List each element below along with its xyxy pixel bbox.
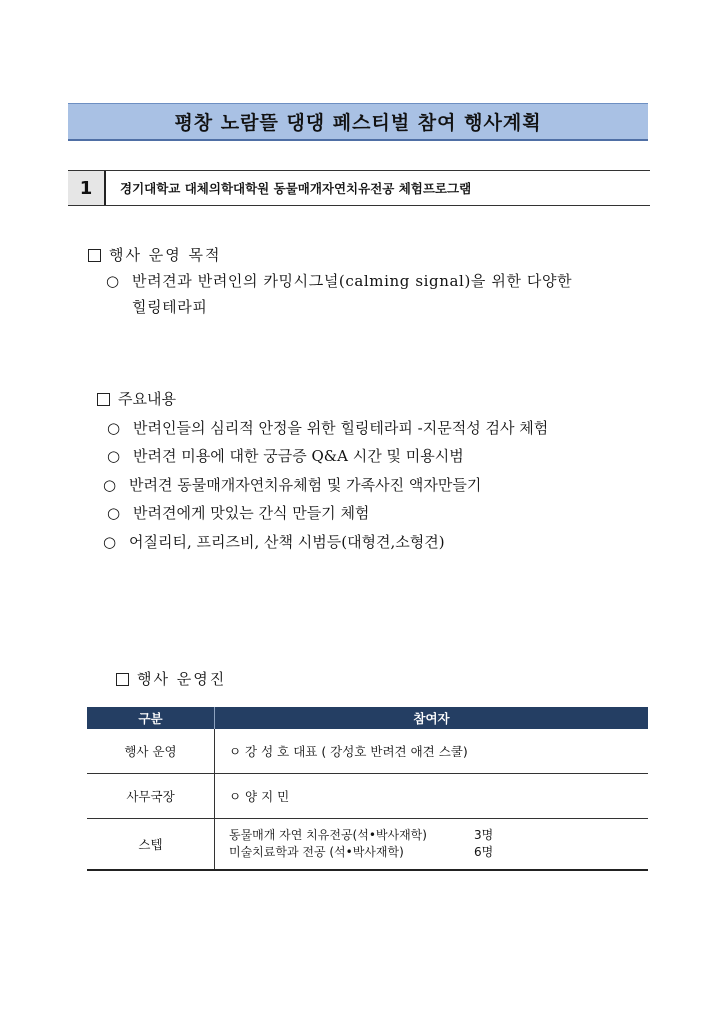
- contents-heading-row: [97, 385, 657, 414]
- purpose-heading-row: [88, 242, 648, 268]
- contents-item: [97, 499, 657, 528]
- circle-bullet-icon: ○: [103, 475, 117, 494]
- row-participant: ㅇ 양 지 민: [215, 774, 649, 819]
- contents-item: [97, 414, 657, 443]
- contents-item: [97, 442, 657, 471]
- contents-block: [97, 385, 657, 556]
- staff-line: [229, 827, 648, 844]
- contents-item-text: 어질리티, 프리즈비, 산책 시범등(대형견,소형견): [129, 532, 445, 551]
- row-category: 사무국장: [87, 774, 215, 819]
- table-row: [87, 819, 648, 871]
- purpose-item-continued: [88, 294, 648, 320]
- purpose-heading: 행사 운영 목적: [109, 246, 222, 264]
- checkbox-square-icon: [97, 393, 110, 406]
- table-header-row: [87, 707, 648, 729]
- column-header-participant: 참여자: [215, 707, 649, 729]
- contents-item-text: 반려인들의 심리적 안정을 위한 힐링테라피 -지문적성 검사 체험: [133, 418, 549, 437]
- purpose-block: [88, 242, 648, 320]
- row-participant: ㅇ 강 성 호 대표 ( 강성호 반려견 애견 스쿨): [215, 729, 649, 774]
- circle-bullet-icon: ○: [107, 504, 121, 522]
- section-number: 1: [68, 171, 106, 205]
- row-category: 스텝: [87, 819, 215, 871]
- circle-bullet-icon: ○: [107, 418, 121, 437]
- contents-item: [97, 471, 657, 500]
- staff-line-count: 6명: [474, 845, 494, 859]
- column-header-category: 구분: [87, 707, 215, 729]
- checkbox-square-icon: [88, 249, 101, 262]
- staff-table-wrap: [87, 707, 648, 871]
- contents-heading: 주요내용: [118, 390, 176, 408]
- table-row: [87, 729, 648, 774]
- staff-heading-wrap: [116, 666, 226, 692]
- staff-line-name: 미술치료학과 전공 (석•박사재학): [229, 845, 404, 859]
- row-category: 행사 운영: [87, 729, 215, 774]
- purpose-item-text-2: 힐링테라피: [132, 298, 208, 316]
- document-title: 평창 노람뜰 댕댕 페스티벌 참여 행사계획: [174, 112, 542, 134]
- section-header: [68, 170, 650, 206]
- staff-line: [229, 844, 648, 861]
- contents-item: [97, 528, 657, 557]
- staff-heading-row: [116, 666, 226, 692]
- purpose-item-text: 반려견과 반려인의 카밍시그널(calming signal)을 위한 다양한: [132, 272, 573, 290]
- circle-bullet-icon: ○: [106, 272, 120, 290]
- purpose-item: [88, 268, 648, 294]
- table-row: [87, 774, 648, 819]
- document-title-bar: [68, 103, 648, 141]
- row-participant-staff: [215, 819, 649, 871]
- circle-bullet-icon: ○: [103, 532, 117, 551]
- contents-item-text: 반려견 미용에 대한 궁금증 Q&A 시간 및 미용시범: [133, 447, 464, 465]
- checkbox-square-icon: [116, 673, 129, 686]
- staff-table: [87, 707, 648, 871]
- section-title: 경기대학교 대체의학대학원 동물매개자연치유전공 체험프로그램: [120, 181, 472, 196]
- circle-bullet-icon: ○: [107, 447, 121, 465]
- staff-line-name: 동물매개 자연 치유전공(석•박사재학): [229, 828, 427, 842]
- contents-item-text: 반려견 동물매개자연치유체험 및 가족사진 액자만들기: [129, 475, 482, 494]
- staff-heading: 행사 운영진: [137, 670, 227, 688]
- staff-line-count: 3명: [474, 828, 494, 842]
- contents-item-text: 반려견에게 맛있는 간식 만들기 체험: [133, 504, 370, 522]
